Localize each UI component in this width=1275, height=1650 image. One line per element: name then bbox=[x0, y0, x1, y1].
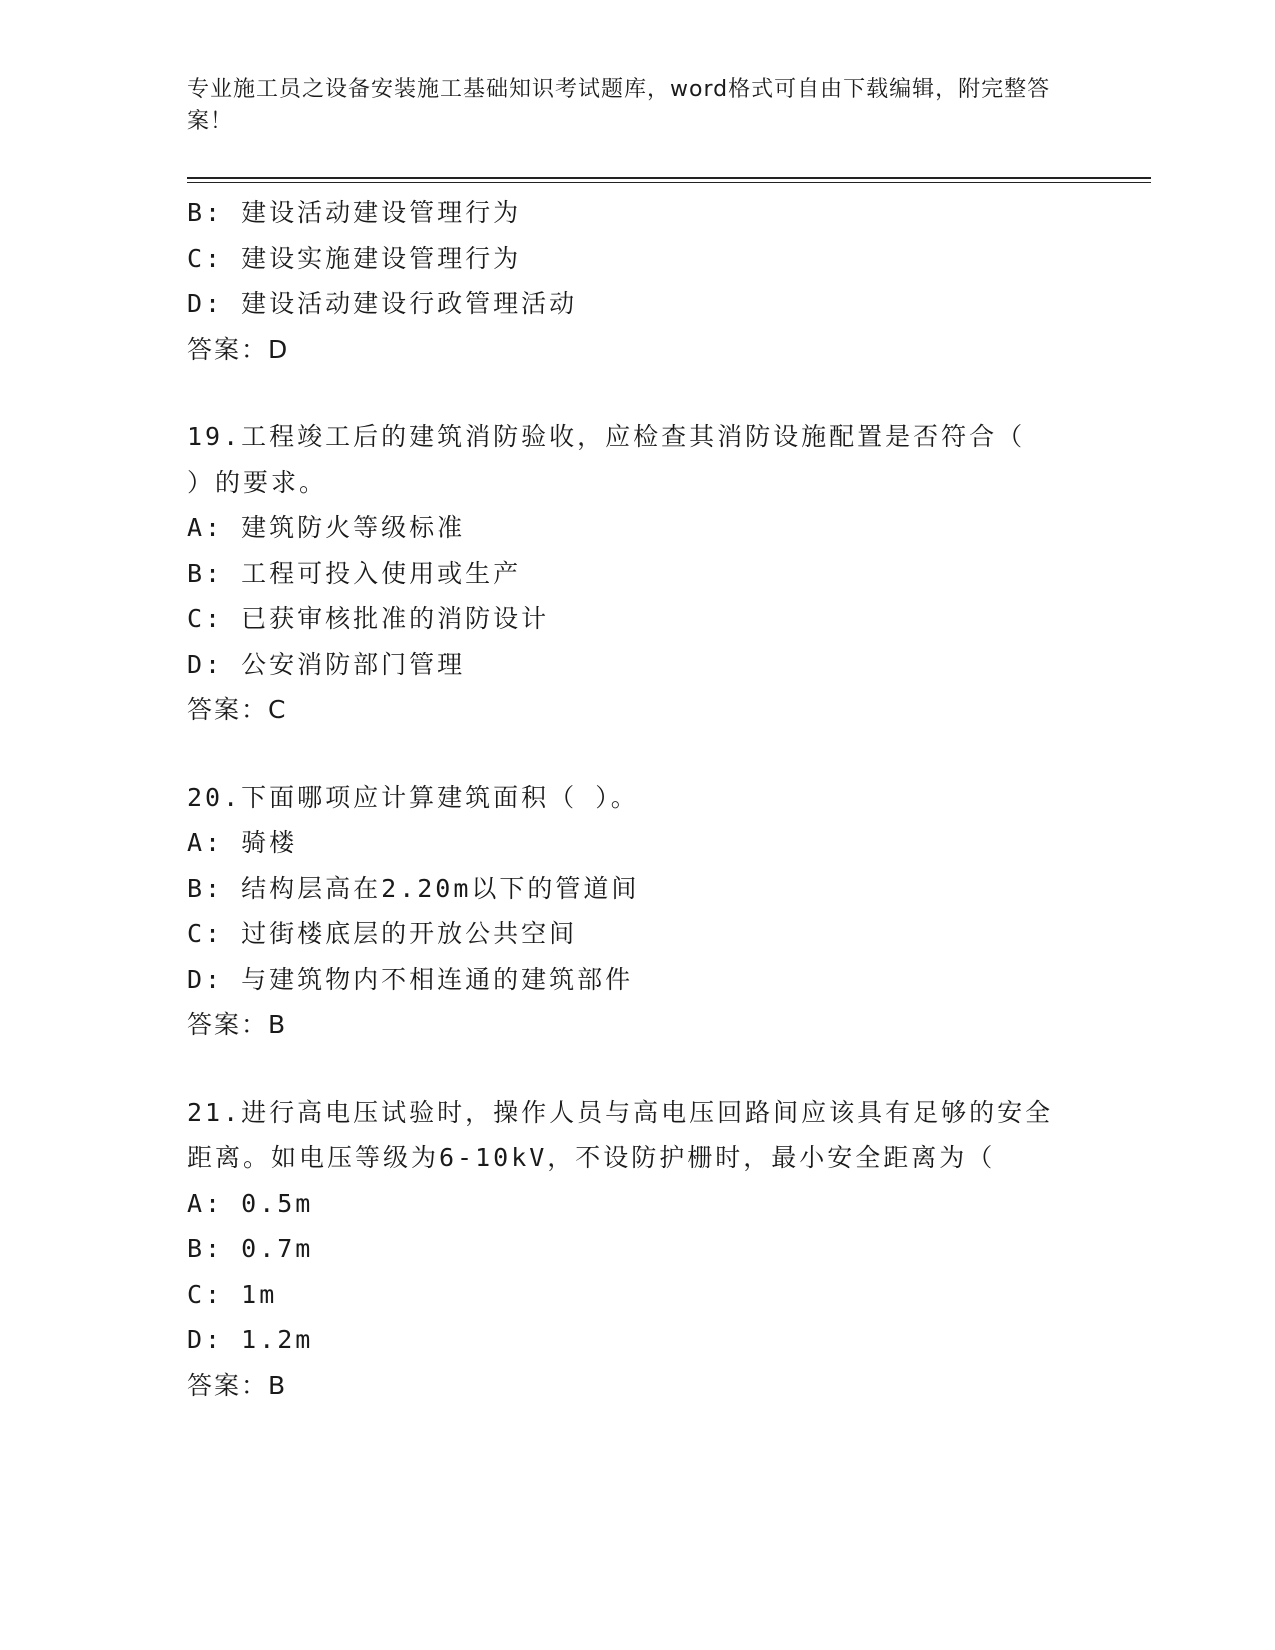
option-d: D: 公安消防部门管理 bbox=[187, 649, 466, 679]
option-c: C: 已获审核批准的消防设计 bbox=[187, 604, 550, 633]
spacer bbox=[187, 372, 1087, 414]
option-b: B: 建设活动建设管理行为 bbox=[187, 198, 522, 227]
question-block-18 bbox=[187, 190, 1087, 372]
answer: 答案：B bbox=[187, 1010, 288, 1039]
spacer bbox=[187, 1048, 1087, 1090]
option-b: B: 0.7m bbox=[187, 1234, 314, 1263]
answer: 答案：D bbox=[187, 334, 290, 364]
question-block-19 bbox=[187, 414, 1087, 733]
header-divider bbox=[187, 177, 1151, 183]
spacer bbox=[187, 733, 1087, 775]
option-a: A: 建筑防火等级标准 bbox=[187, 513, 466, 542]
option-c: C: 过街楼底层的开放公共空间 bbox=[187, 919, 578, 948]
option-a: A: 0.5m bbox=[187, 1188, 314, 1218]
question-stem-cont: 距离。如电压等级为6-10kV，不设防护栅时，最小安全距离为（ bbox=[187, 1143, 996, 1172]
question-stem: 20.下面哪项应计算建筑面积（ ）。 bbox=[187, 782, 639, 812]
answer: 答案：C bbox=[187, 695, 288, 724]
option-d: D: 与建筑物内不相连通的建筑部件 bbox=[187, 964, 634, 994]
option-a: A: 骑楼 bbox=[187, 828, 298, 857]
question-stem: 19.工程竣工后的建筑消防验收，应检查其消防设施配置是否符合（ bbox=[187, 422, 1026, 451]
option-b: B: 工程可投入使用或生产 bbox=[187, 558, 522, 588]
option-c: C: 建设实施建设管理行为 bbox=[187, 243, 522, 273]
question-block-21 bbox=[187, 1090, 1087, 1409]
question-stem-cont: ）的要求。 bbox=[187, 467, 328, 497]
option-d: D: 1.2m bbox=[187, 1325, 314, 1354]
option-c: C: 1m bbox=[187, 1279, 278, 1309]
question-block-20 bbox=[187, 775, 1087, 1048]
question-stem: 21.进行高电压试验时，操作人员与高电压回路间应该具有足够的安全 bbox=[187, 1097, 1054, 1127]
option-b: B: 结构层高在2.20m以下的管道间 bbox=[187, 873, 640, 903]
answer: 答案：B bbox=[187, 1370, 288, 1400]
document-header: 专业施工员之设备安装施工基础知识考试题库，word格式可自由下载编辑，附完整答案！ bbox=[187, 77, 1051, 134]
option-d: D: 建设活动建设行政管理活动 bbox=[187, 289, 578, 318]
question-content bbox=[187, 190, 1087, 1408]
